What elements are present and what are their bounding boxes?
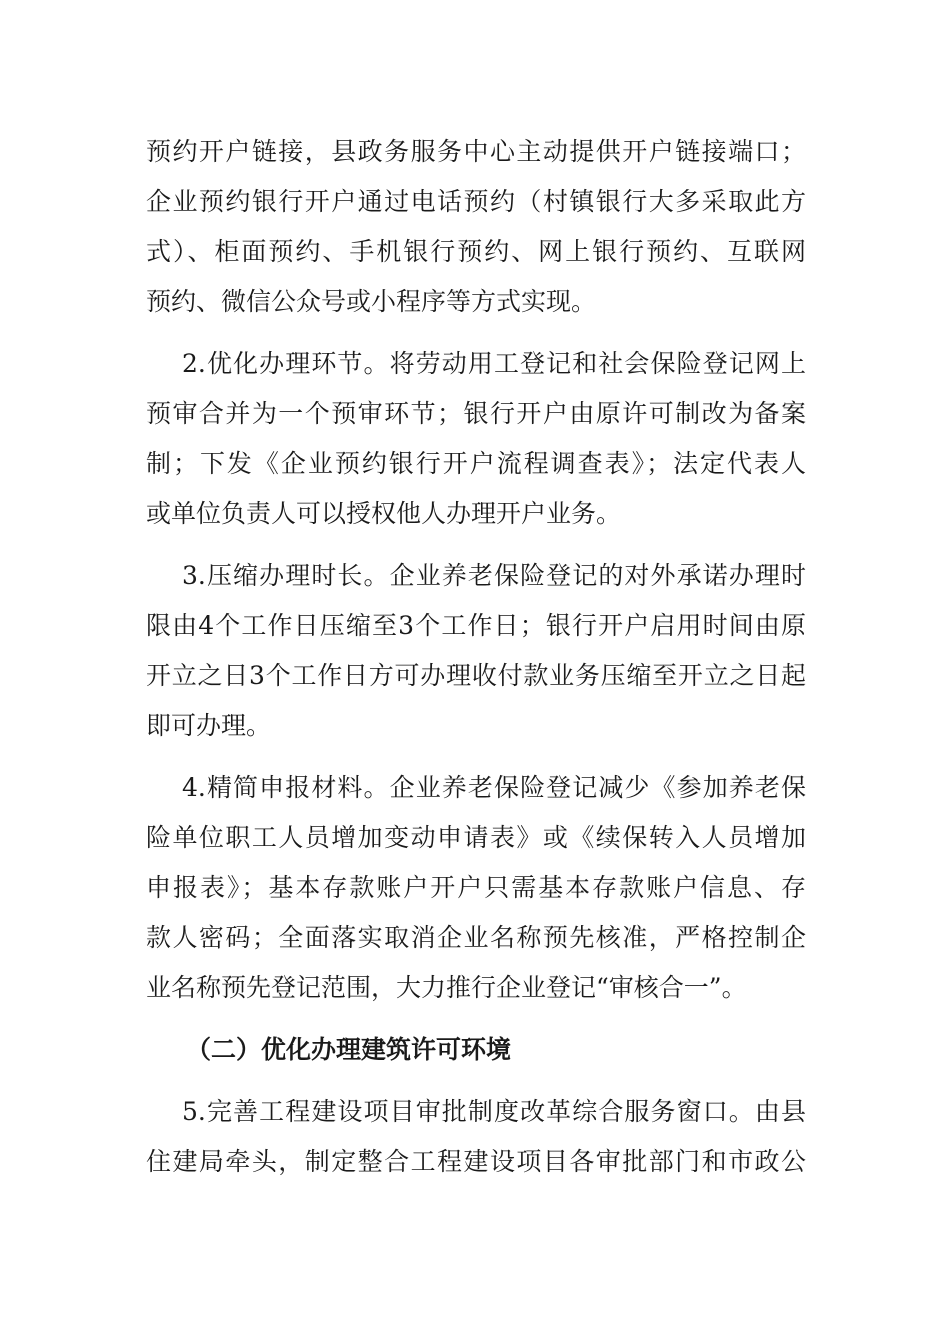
- paragraph-line: 险单位职工人员增加变动申请表》或《续保转入人员增加: [146, 823, 806, 852]
- paragraph-line: 限由4个工作日压缩至3个工作日；银行开户启用时间由原: [146, 611, 806, 640]
- paragraph-line: 制；下发《企业预约银行开户流程调查表》；法定代表人: [146, 449, 806, 478]
- paragraph-line: 2.优化办理环节。将劳动用工登记和社会保险登记网上: [182, 349, 806, 378]
- paragraph-line: 开立之日3个工作日方可办理收付款业务压缩至开立之日起: [146, 661, 806, 690]
- paragraph-line: 3.压缩办理时长。企业养老保险登记的对外承诺办理时: [182, 561, 806, 590]
- paragraph-line: 预约开户链接，县政务服务中心主动提供开户链接端口；: [146, 137, 806, 166]
- paragraph-line: 式）、柜面预约、手机银行预约、网上银行预约、互联网: [146, 237, 806, 266]
- paragraph-line: 业名称预先登记范围，大力推行企业登记“审核合一”。: [146, 973, 747, 1002]
- paragraph-line: 款人密码；全面落实取消企业名称预先核准，严格控制企: [146, 923, 806, 952]
- paragraph-line: 申报表》；基本存款账户开户只需基本存款账户信息、存: [146, 873, 806, 902]
- paragraph-line: 企业预约银行开户通过电话预约（村镇银行大多采取此方: [146, 187, 806, 216]
- paragraph-line: 预约、微信公众号或小程序等方式实现。: [146, 287, 597, 316]
- section-heading: （二）优化办理建筑许可环境: [186, 1035, 512, 1064]
- paragraph-line: 5.完善工程建设项目审批制度改革综合服务窗口。由县: [182, 1097, 806, 1126]
- paragraph-line: 住建局牵头，制定整合工程建设项目各审批部门和市政公: [146, 1147, 806, 1176]
- paragraph-line: 或单位负责人可以授权他人办理开户业务。: [146, 499, 622, 528]
- paragraph-line: 即可办理。: [146, 711, 272, 740]
- paragraph-line: 4.精简申报材料。企业养老保险登记减少《参加养老保: [182, 773, 806, 802]
- paragraph-line: 预审合并为一个预审环节；银行开户由原许可制改为备案: [146, 399, 806, 428]
